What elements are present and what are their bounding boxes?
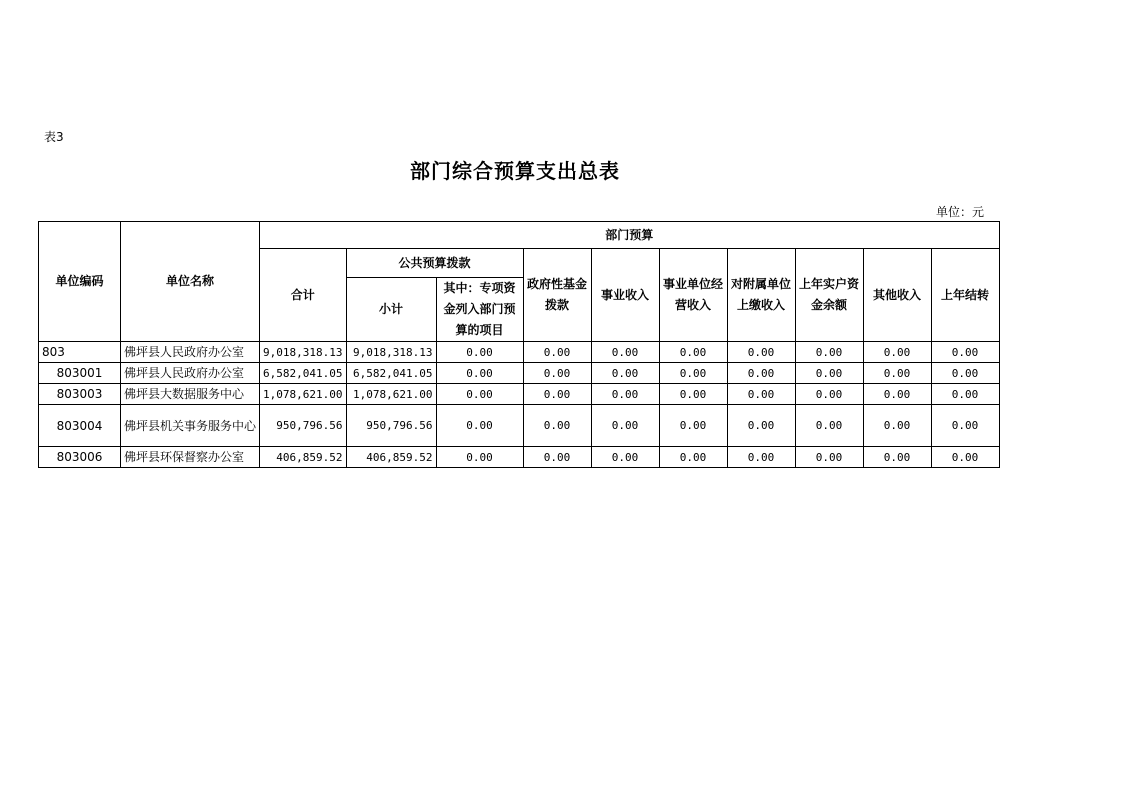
cell-other: 0.00 [863, 447, 931, 468]
header-other-income: 其他收入 [863, 249, 931, 342]
cell-gov-fund: 0.00 [523, 384, 591, 405]
cell-total: 950,796.56 [260, 405, 346, 447]
sheet-label: 表3 [44, 130, 64, 144]
cell-other: 0.00 [863, 405, 931, 447]
table-row [39, 405, 1000, 447]
cell-code: 803 [39, 342, 121, 363]
cell-special: 0.00 [436, 447, 523, 468]
page-title: 部门综合预算支出总表 [410, 159, 620, 183]
cell-business: 0.00 [591, 447, 659, 468]
header-gov-fund: 政府性基金拨款 [523, 249, 591, 342]
header-subordinate-income: 对附属单位上缴收入 [727, 249, 795, 342]
cell-gov-fund: 0.00 [523, 363, 591, 384]
cell-subordinate: 0.00 [727, 384, 795, 405]
header-special-items: 其中：专项资金列入部门预算的项目 [436, 278, 523, 342]
cell-subordinate: 0.00 [727, 405, 795, 447]
header-business-income: 事业收入 [591, 249, 659, 342]
cell-balance: 0.00 [795, 342, 863, 363]
cell-other: 0.00 [863, 342, 931, 363]
cell-special: 0.00 [436, 405, 523, 447]
header-prev-year-balance: 上年实户资金余额 [795, 249, 863, 342]
cell-operating: 0.00 [659, 363, 727, 384]
cell-balance: 0.00 [795, 447, 863, 468]
cell-operating: 0.00 [659, 447, 727, 468]
cell-total: 9,018,318.13 [260, 342, 346, 363]
header-subtotal: 小计 [346, 278, 436, 342]
cell-subtotal: 950,796.56 [346, 405, 436, 447]
cell-subordinate: 0.00 [727, 447, 795, 468]
cell-code: 803001 [39, 363, 121, 384]
cell-name: 佛坪县人民政府办公室 [121, 342, 260, 363]
cell-subordinate: 0.00 [727, 363, 795, 384]
table-row [39, 363, 1000, 384]
cell-operating: 0.00 [659, 384, 727, 405]
cell-other: 0.00 [863, 363, 931, 384]
cell-name: 佛坪县人民政府办公室 [121, 363, 260, 384]
cell-special: 0.00 [436, 363, 523, 384]
cell-balance: 0.00 [795, 363, 863, 384]
cell-name: 佛坪县机关事务服务中心 [121, 405, 260, 447]
cell-subtotal: 6,582,041.05 [346, 363, 436, 384]
cell-subtotal: 9,018,318.13 [346, 342, 436, 363]
cell-carryover: 0.00 [931, 447, 999, 468]
header-unit-name: 单位名称 [121, 222, 260, 342]
cell-business: 0.00 [591, 384, 659, 405]
table-row [39, 342, 1000, 363]
cell-subtotal: 1,078,621.00 [346, 384, 436, 405]
cell-balance: 0.00 [795, 384, 863, 405]
header-business-operating-income: 事业单位经营收入 [659, 249, 727, 342]
cell-business: 0.00 [591, 363, 659, 384]
cell-carryover: 0.00 [931, 342, 999, 363]
budget-table [38, 221, 1000, 468]
cell-balance: 0.00 [795, 405, 863, 447]
cell-subtotal: 406,859.52 [346, 447, 436, 468]
header-dept-budget: 部门预算 [260, 222, 999, 249]
cell-total: 1,078,621.00 [260, 384, 346, 405]
cell-gov-fund: 0.00 [523, 447, 591, 468]
cell-operating: 0.00 [659, 342, 727, 363]
cell-total: 6,582,041.05 [260, 363, 346, 384]
cell-code: 803006 [39, 447, 121, 468]
cell-subordinate: 0.00 [727, 342, 795, 363]
cell-special: 0.00 [436, 342, 523, 363]
cell-carryover: 0.00 [931, 363, 999, 384]
header-total: 合计 [260, 249, 346, 342]
header-unit-code: 单位编码 [39, 222, 121, 342]
cell-code: 803003 [39, 384, 121, 405]
cell-business: 0.00 [591, 342, 659, 363]
cell-gov-fund: 0.00 [523, 342, 591, 363]
table-row [39, 384, 1000, 405]
cell-code: 803004 [39, 405, 121, 447]
cell-other: 0.00 [863, 384, 931, 405]
cell-business: 0.00 [591, 405, 659, 447]
cell-special: 0.00 [436, 384, 523, 405]
header-public-budget: 公共预算拨款 [346, 249, 523, 278]
table-row [39, 447, 1000, 468]
header-prev-year-carryover: 上年结转 [931, 249, 999, 342]
cell-operating: 0.00 [659, 405, 727, 447]
cell-carryover: 0.00 [931, 384, 999, 405]
cell-name: 佛坪县环保督察办公室 [121, 447, 260, 468]
cell-name: 佛坪县大数据服务中心 [121, 384, 260, 405]
cell-gov-fund: 0.00 [523, 405, 591, 447]
cell-carryover: 0.00 [931, 405, 999, 447]
unit-label: 单位：元 [936, 205, 985, 219]
cell-total: 406,859.52 [260, 447, 346, 468]
